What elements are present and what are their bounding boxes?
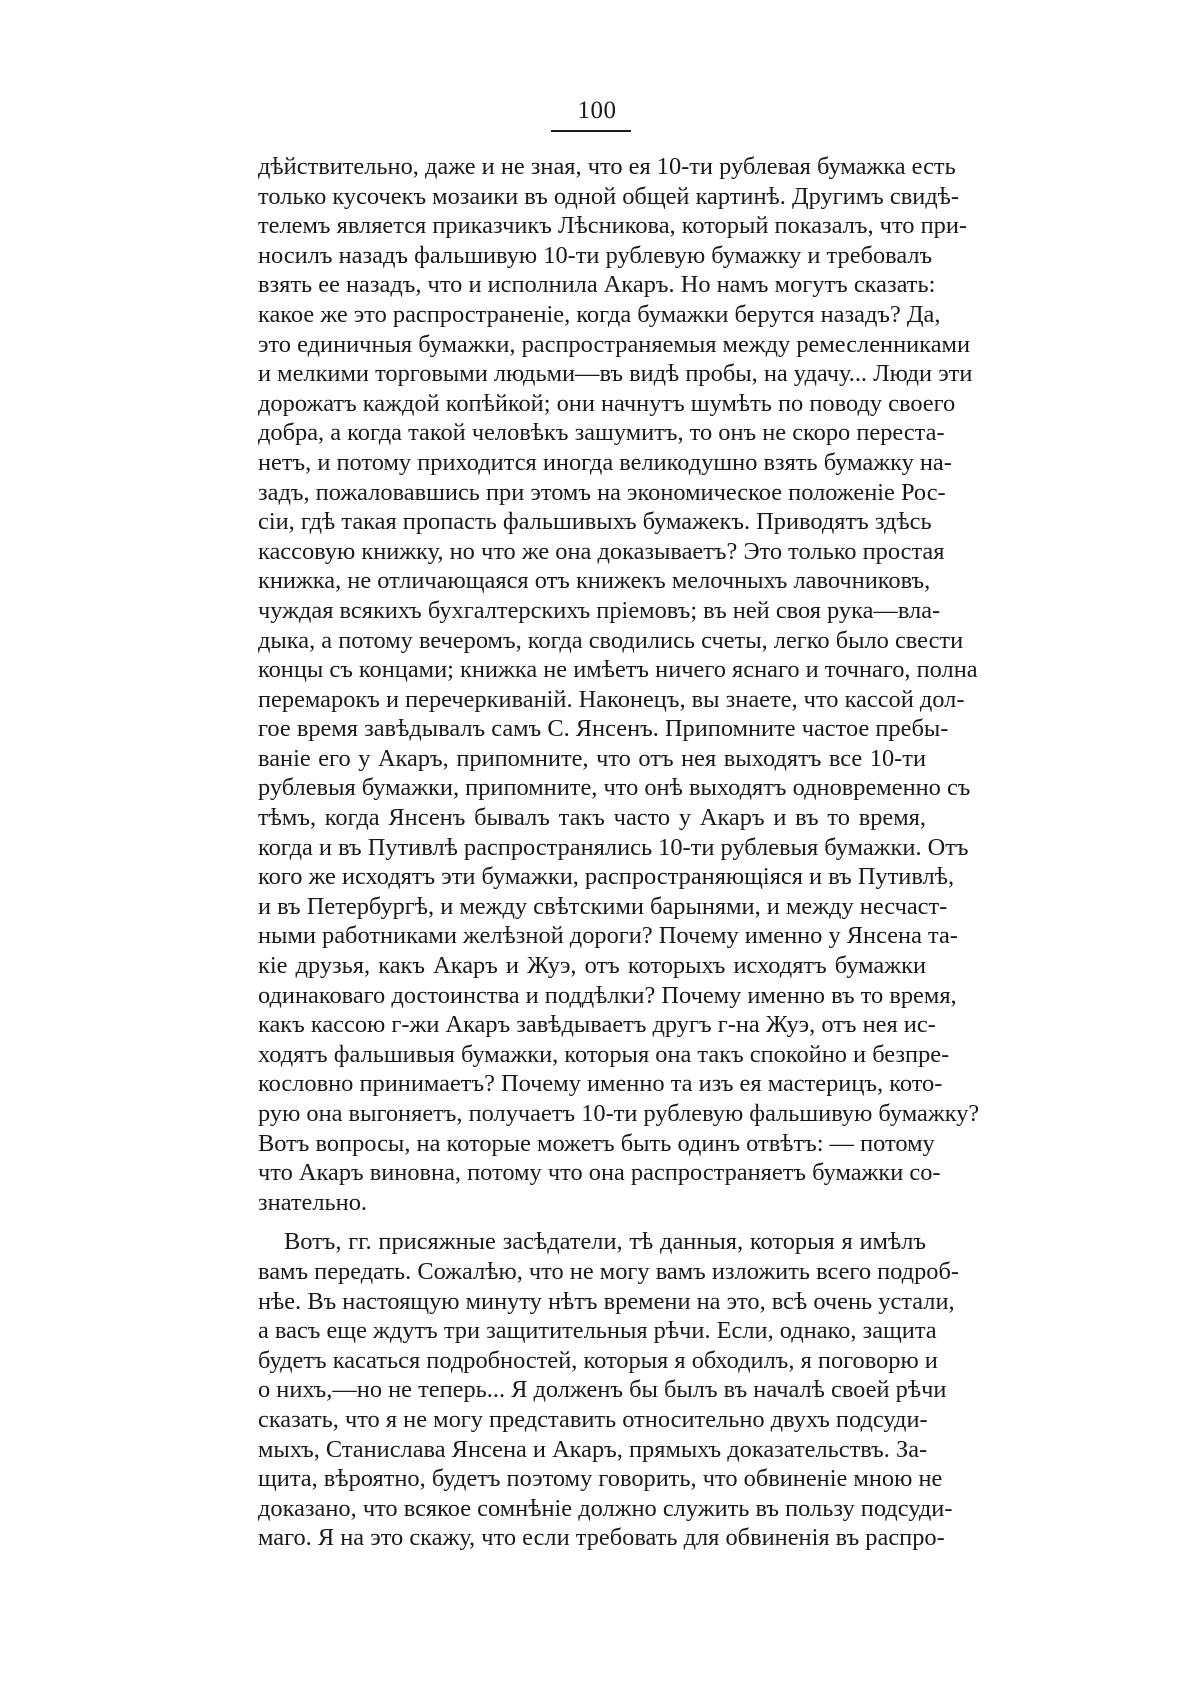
text-line: доказано, что всякое сомнѣніе должно служить въ пользу подсуди-: [258, 1494, 953, 1522]
text-line: что Акаръ виновна, потому что она распространяетъ бумажки со-: [258, 1159, 941, 1187]
text-line: маго. Я на это скажу, что если требовать для обвиненія въ распро-: [258, 1524, 945, 1552]
text-line: задъ, пожаловавшись при этомъ на экономическое положеніе Рос-: [258, 478, 946, 506]
text-line: когда и въ Путивлѣ распространялись 10-ти рублевыя бумажки. Отъ: [258, 833, 969, 861]
text-line: и въ Петербургѣ, и между свѣтскими барынями, и между несчаст-: [258, 892, 948, 920]
text-line: сіи, гдѣ такая пропасть фальшивыхъ бумажекъ. Приводятъ здѣсь: [258, 508, 932, 536]
text-line: рую она выгоняетъ, получаетъ 10-ти рублевую фальшивую бумажку?: [258, 1100, 980, 1127]
text-line: рублевыя бумажки, припомните, что онѣ выходятъ одновременно съ: [258, 774, 971, 802]
text-line: нетъ, и потому приходится иногда великодушно взять бумажку на-: [258, 448, 952, 476]
text-line: и мелкими торговыми людьми—въ видѣ пробы, на удачу... Люди эти: [258, 360, 973, 388]
text-line: кословно принимаетъ? Почему именно та изъ ея мастерицъ, кото-: [258, 1070, 943, 1098]
text-line: одинаковаго достоинства и поддѣлки? Почему именно въ то время,: [258, 981, 957, 1009]
text-line: какое же это распространеніе, когда бумажки берутся назадъ? Да,: [258, 300, 941, 328]
text-line: мыхъ, Станислава Янсена и Акаръ, прямыхъ доказательствъ. За-: [258, 1435, 928, 1463]
text-line: чуждая всякихъ бухгалтерскихъ пріемовъ; въ ней своя рука—вла-: [258, 596, 941, 624]
text-line: Вотъ вопросы, на которые можетъ быть одинъ отвѣтъ: — потому: [258, 1129, 935, 1157]
text-line: добра, а когда такой человѣкъ зашумитъ, то онъ не скоро переста-: [258, 419, 945, 447]
text-line: перемарокъ и перечеркиваній. Наконецъ, вы знаете, что кассой дол-: [258, 685, 965, 713]
text-line: это единичныя бумажки, распространяемыя между ремесленниками: [258, 330, 971, 358]
text-line: дорожатъ каждой копѣйкой; они начнутъ шумѣть по поводу своего: [258, 389, 956, 417]
text-line: кассовую книжку, но что же она доказываетъ? Это только простая: [258, 537, 945, 565]
text-line: дѣйствительно, даже и не зная, что ея 10-ти рублевая бумажка есть: [258, 153, 956, 180]
text-line: кого же исходятъ эти бумажки, распространяющіяся и въ Путивлѣ,: [258, 863, 955, 891]
text-line: какъ кассою г-жи Акаръ завѣдываетъ другъ г-на Жуэ, отъ нея ис-: [258, 1011, 936, 1039]
text-line: о нихъ,—но не теперь... Я долженъ бы былъ въ началѣ своей рѣчи: [258, 1376, 947, 1404]
text-line: будетъ касаться подробностей, которыя я обходилъ, я поговорю и: [258, 1346, 938, 1374]
text-line: книжка, не отличающаяся отъ книжекъ мелочныхъ лавочниковъ,: [258, 567, 931, 595]
text-line: знательно.: [258, 1188, 368, 1216]
page-body: [258, 152, 980, 1553]
text-line: сказать, что я не могу представить относительно двухъ подсуди-: [258, 1405, 928, 1433]
text-line: ными работниками желѣзной дороги? Почему именно у Янсена та-: [258, 922, 958, 950]
paragraph-2: [258, 1227, 959, 1553]
text-line: тѣмъ, когда Янсенъ бывалъ такъ часто у Акаръ и въ то время,: [258, 804, 926, 832]
text-line: концы съ концами; книжка не имѣетъ ничего яснаго и точнаго, полна: [258, 656, 978, 684]
text-line: кіе друзья, какъ Акаръ и Жуэ, отъ которыхъ исходятъ бумажки: [258, 952, 926, 980]
text-line: ваніе его у Акаръ, припомните, что отъ нея выходятъ все 10-ти: [258, 744, 926, 772]
text-line: нѣе. Въ настоящую минуту нѣтъ времени на это, всѣ очень устали,: [258, 1287, 955, 1315]
text-line: телемъ является приказчикъ Лѣсникова, который показалъ, что при-: [258, 212, 968, 240]
text-line: вамъ передать. Сожалѣю, что не могу вамъ изложить всего подроб-: [258, 1257, 959, 1285]
paragraph-1: [258, 152, 980, 1217]
text-line: гое время завѣдывалъ самъ С. Янсенъ. Припомните частое пребы-: [258, 715, 949, 743]
text-line: а васъ еще ждутъ три защитительныя рѣчи. Если, однако, защита: [258, 1317, 937, 1345]
page-number: 100: [577, 97, 617, 124]
text-line: Вотъ, гг. присяжные засѣдатели, тѣ данныя, которыя я имѣлъ: [284, 1228, 926, 1256]
text-line: только кусочекъ мозаики въ одной общей картинѣ. Другимъ свидѣ-: [258, 182, 960, 210]
paragraph-gap: [258, 1217, 926, 1227]
text-line: взять ее назадъ, что и исполнила Акаръ. Но намъ могутъ сказать:: [258, 271, 936, 299]
text-line: ходятъ фальшивыя бумажки, которыя она такъ спокойно и безпре-: [258, 1040, 950, 1068]
page-number-rule: [551, 130, 631, 132]
text-line: щита, вѣроятно, будетъ поэтому говорить, что обвиненіе мною не: [258, 1465, 943, 1493]
text-line: дыка, а потому вечеромъ, когда сводились счеты, легко было свести: [258, 626, 964, 654]
text-line: носилъ назадъ фальшивую 10-ти рублевую бумажку и требовалъ: [258, 241, 933, 269]
